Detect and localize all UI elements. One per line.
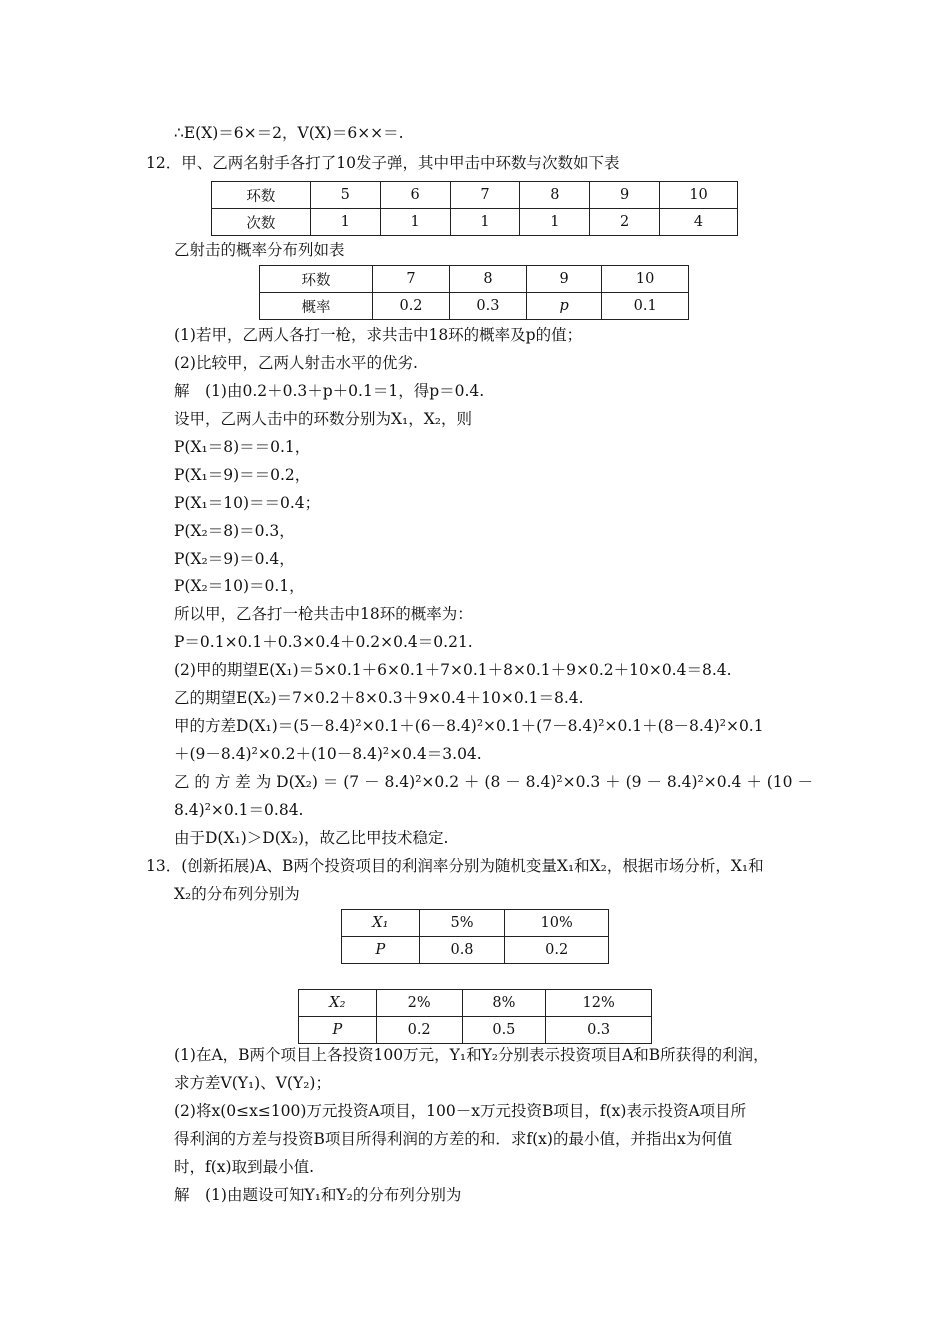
solution-line: 8.4)²×0.1＝0.84. — [174, 801, 304, 819]
table-cell: X₂ — [299, 990, 377, 1017]
q13-stem-cont: X₂的分布列分别为 — [174, 885, 300, 903]
solution-line: P(X₁＝10)＝＝0.4； — [174, 494, 321, 512]
table-cell: 次数 — [212, 209, 311, 236]
table-cell: 1 — [310, 209, 380, 236]
table-row — [260, 293, 689, 320]
q12-stem: 12．甲、乙两名射手各打了10发子弹，其中甲击中环数与次数如下表 — [146, 154, 620, 172]
table-cell: 环数 — [212, 182, 311, 209]
solution-line: 设甲，乙两人击中的环数分别为X₁，X₂，则 — [174, 410, 472, 428]
solution-line: 所以甲，乙各打一枪共击中18环的概率为： — [174, 605, 473, 623]
table-cell: 6 — [380, 182, 450, 209]
expectation-line: ∴E(X)＝6×＝2，V(X)＝6××＝. — [174, 124, 404, 142]
table-cell: p — [526, 293, 601, 320]
solution-line: 甲的方差D(X₁)＝(5－8.4)²×0.1＋(6－8.4)²×0.1＋(7－8.4)²×0.1＋(8－8.4)²×0.1 — [174, 717, 764, 735]
table-cell: 8% — [462, 990, 546, 1017]
q12-table-yi — [259, 265, 689, 320]
solution-line: P(X₂＝10)＝0.1， — [174, 577, 305, 595]
solution-line: 解 (1)由0.2＋0.3＋p＋0.1＝1，得p＝0.4. — [174, 382, 485, 400]
table-row — [299, 1017, 652, 1044]
table-row — [342, 910, 609, 937]
solution-line: 乙 的 方 差 为 D(X₂) ＝ (7 － 8.4)²×0.2 ＋ (8 － 8.4)²×0.3 ＋ (9 － 8.4)²×0.4 ＋ (10 － — [174, 773, 813, 791]
table-cell: P — [299, 1017, 377, 1044]
table-cell: P — [342, 937, 420, 964]
table-cell: 7 — [450, 182, 520, 209]
table-cell: 0.8 — [419, 937, 505, 964]
table-cell: 8 — [520, 182, 590, 209]
q13-part1-cont: 求方差V(Y₁)、V(Y₂)； — [174, 1074, 331, 1092]
table-cell: 0.2 — [376, 1017, 462, 1044]
table-row — [212, 209, 738, 236]
table-cell: 2% — [376, 990, 462, 1017]
q13-solution-line: 解 (1)由题设可知Y₁和Y₂的分布列分别为 — [174, 1186, 462, 1204]
table-cell: 9 — [526, 266, 601, 293]
solution-line: 乙的期望E(X₂)＝7×0.2＋8×0.3＋9×0.4＋10×0.1＝8.4. — [174, 689, 584, 707]
table-cell: 0.3 — [546, 1017, 652, 1044]
table-cell: 8 — [449, 266, 526, 293]
table-row — [260, 266, 689, 293]
q13-table-x1 — [341, 909, 609, 964]
q13-part2-cont: 得利润的方差与投资B项目所得利润的方差的和．求f(x)的最小值，并指出x为何值 — [174, 1130, 733, 1148]
q13-stem: 13．(创新拓展)A、B两个投资项目的利润率分别为随机变量X₁和X₂，根据市场分析，X₁和 — [146, 857, 764, 875]
table-row — [299, 990, 652, 1017]
table-cell: 1 — [520, 209, 590, 236]
table-cell: 5 — [310, 182, 380, 209]
table-cell: 0.2 — [373, 293, 450, 320]
table-cell: 1 — [450, 209, 520, 236]
table-cell: X₁ — [342, 910, 420, 937]
solution-line: P＝0.1×0.1＋0.3×0.4＋0.2×0.4＝0.21. — [174, 633, 473, 651]
table-cell: 概率 — [260, 293, 373, 320]
table-cell: 10 — [660, 182, 738, 209]
table-cell: 2 — [590, 209, 660, 236]
table-cell: 12% — [546, 990, 652, 1017]
solution-line: (2)甲的期望E(X₁)＝5×0.1＋6×0.1＋7×0.1＋8×0.1＋9×0.2＋10×0.4＝8.4. — [174, 661, 732, 679]
table-cell: 1 — [380, 209, 450, 236]
q13-part2-cont: 时，f(x)取到最小值. — [174, 1158, 315, 1176]
table-cell: 7 — [373, 266, 450, 293]
q12-part1: (1)若甲，乙两人各打一枪，求共击中18环的概率及p的值； — [174, 326, 583, 344]
solution-line: P(X₁＝8)＝＝0.1， — [174, 438, 311, 456]
yi-intro: 乙射击的概率分布列如表 — [174, 241, 345, 259]
table-cell: 0.1 — [602, 293, 689, 320]
table-cell: 0.2 — [505, 937, 609, 964]
q13-part1: (1)在A，B两个项目上各投资100万元，Y₁和Y₂分别表示投资项目A和B所获得的利润， — [174, 1046, 769, 1064]
table-row — [342, 937, 609, 964]
solution-line: P(X₁＝9)＝＝0.2， — [174, 466, 311, 484]
table-cell: 10 — [602, 266, 689, 293]
table-cell: 10% — [505, 910, 609, 937]
solution-line: 由于D(X₁)＞D(X₂)，故乙比甲技术稳定. — [174, 829, 449, 847]
table-row — [212, 182, 738, 209]
table-cell: 0.3 — [449, 293, 526, 320]
q13-table-x2 — [298, 989, 652, 1044]
table-cell: 5% — [419, 910, 505, 937]
table-cell: 9 — [590, 182, 660, 209]
table-cell: 0.5 — [462, 1017, 546, 1044]
table-cell: 环数 — [260, 266, 373, 293]
solution-line: P(X₂＝9)＝0.4， — [174, 550, 295, 568]
solution-line: ＋(9－8.4)²×0.2＋(10－8.4)²×0.4＝3.04. — [174, 745, 482, 763]
solution-line: P(X₂＝8)＝0.3， — [174, 522, 295, 540]
table-cell: 4 — [660, 209, 738, 236]
q13-part2: (2)将x(0≤x≤100)万元投资A项目，100－x万元投资B项目，f(x)表示投资A项目所 — [174, 1102, 747, 1120]
q12-part2: (2)比较甲，乙两人射击水平的优劣. — [174, 354, 418, 372]
q12-table-jia — [211, 181, 738, 236]
